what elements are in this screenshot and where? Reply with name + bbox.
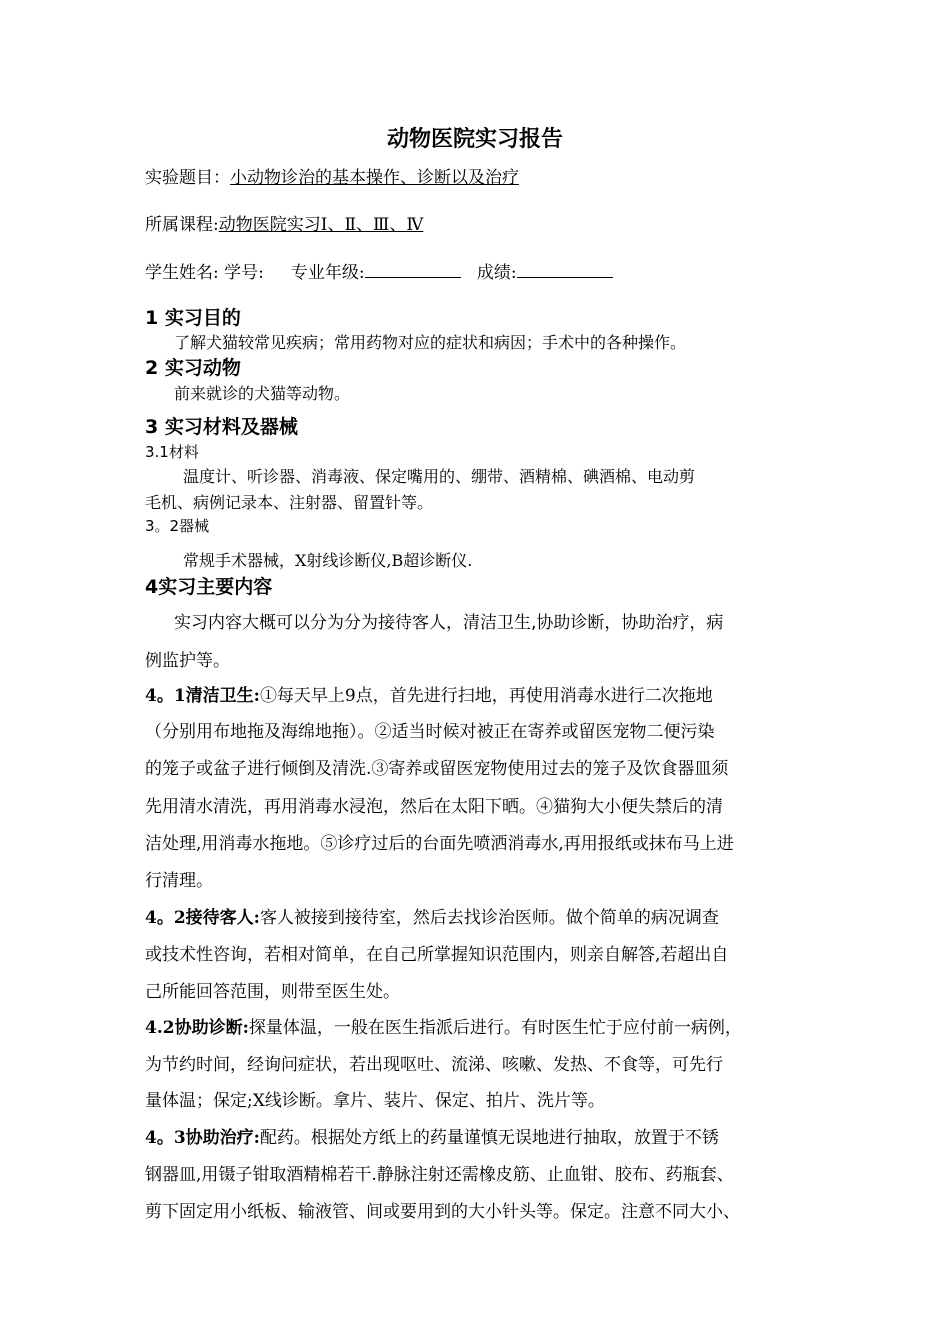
- item-cleaning-label: 4。1清洁卫生:: [145, 686, 260, 706]
- section-1-heading: 1 实习目的: [145, 307, 241, 329]
- major-blank: [365, 263, 461, 278]
- item-cleaning-line6: 行清理。: [145, 871, 213, 891]
- experiment-line: [145, 163, 519, 188]
- section-3-2-text: 常规手术器械，X射线诊断仪,B超诊断仪.: [183, 551, 473, 570]
- item-treatment-label: 4。3协助治疗:: [145, 1128, 260, 1148]
- section-3-1-text-line1: 温度计、听诊器、消毒液、保定嘴用的、绷带、酒精棉、碘酒棉、电动剪: [183, 467, 696, 486]
- document-title: 动物医院实习报告: [386, 127, 563, 152]
- section-1-text: 了解犬猫较常见疾病；常用药物对应的症状和病因；手术中的各种操作。: [174, 333, 687, 352]
- section-2-text: 前来就诊的犬猫等动物。: [174, 384, 351, 403]
- section-3-2-heading: 3。2器械: [145, 517, 210, 535]
- item-reception-text1: 客人被接到接待室，然后去找诊治医师。做个简单的病况调查: [259, 908, 719, 928]
- student-info-line: [145, 258, 613, 283]
- section-3-1-text-line2: 毛机、病例记录本、注射器、留置针等。: [145, 493, 434, 512]
- item-treatment-line3: 剪下固定用小纸板、输液管、间或要用到的大小针头等。保定。注意不同大小、: [145, 1202, 740, 1222]
- section-3-1-heading: 3.1材料: [145, 443, 199, 461]
- item-reception-label: 4。2接待客人:: [145, 908, 260, 928]
- course-line: [145, 210, 423, 235]
- item-reception-line2: 或技术性咨询，若相对简单，在自己所掌握知识范围内，则亲自解答,若超出自: [145, 945, 729, 965]
- item-treatment-line2: 钢器皿,用镊子钳取酒精棉若干.静脉注射还需橡皮筋、止血钳、胶布、药瓶套、: [145, 1165, 734, 1185]
- item-cleaning-line3: 的笼子或盆子进行倾倒及清洗.③寄养或留医宠物使用过去的笼子及饮食器皿须: [145, 759, 729, 779]
- item-diagnosis-text1: 探量体温，一般在医生指派后进行。有时医生忙于应付前一病例，: [248, 1018, 742, 1038]
- course-label: 所属课程:: [145, 215, 219, 235]
- section-4-heading: 4实习主要内容: [145, 576, 273, 598]
- section-4-intro-line1: 实习内容大概可以分为分为接待客人，清洁卫生,协助诊断，协助治疗，病: [174, 613, 724, 633]
- item-cleaning-text1: ①每天早上9点，首先进行扫地，再使用消毒水进行二次拖地: [259, 686, 713, 706]
- experiment-label: 实验题目：: [145, 168, 230, 188]
- item-cleaning-line1: [145, 681, 713, 706]
- item-cleaning-line4: 先用清水清洗，再用消毒水浸泡，然后在太阳下晒。④猫狗大小便失禁后的清: [145, 797, 723, 817]
- student-name-label: 学生姓名:: [145, 263, 219, 283]
- item-diagnosis-line2: 为节约时间，经询问症状，若出现呕吐、流涕、咳嗽、发热、不食等，可先行: [145, 1055, 723, 1075]
- major-label: 专业年级:: [290, 263, 365, 283]
- experiment-value: 小动物诊治的基本操作、诊断以及治疗: [230, 168, 519, 188]
- item-reception-line3: 己所能回答范围，则带至医生处。: [145, 982, 400, 1002]
- item-diagnosis-line1: [145, 1013, 742, 1038]
- student-id-label: 学号:: [224, 263, 264, 283]
- item-diagnosis-line3: 量体温；保定;X线诊断。拿片、装片、保定、拍片、洗片等。: [145, 1091, 605, 1111]
- item-treatment-line1: [145, 1123, 719, 1148]
- grade-blank: [517, 263, 613, 278]
- item-diagnosis-label: 4.2协助诊断:: [145, 1018, 249, 1038]
- section-3-heading: 3 实习材料及器械: [145, 416, 298, 438]
- item-cleaning-line5: 洁处理,用消毒水拖地。⑤诊疗过后的台面先喷洒消毒水,再用报纸或抹布马上进: [145, 834, 734, 854]
- section-2-heading: 2 实习动物: [145, 357, 241, 379]
- item-reception-line1: [145, 903, 719, 928]
- course-value: 动物医院实习Ⅰ、Ⅱ、Ⅲ、Ⅳ: [218, 215, 424, 235]
- item-treatment-text1: 配药。根据处方纸上的药量谨慎无误地进行抽取，放置于不锈: [259, 1128, 719, 1148]
- item-cleaning-line2: （分别用布地拖及海绵地拖）。②适当时候对被正在寄养或留医宠物二便污染: [145, 722, 715, 742]
- grade-label: 成绩:: [476, 263, 517, 283]
- section-4-intro-line2: 例监护等。: [145, 651, 230, 671]
